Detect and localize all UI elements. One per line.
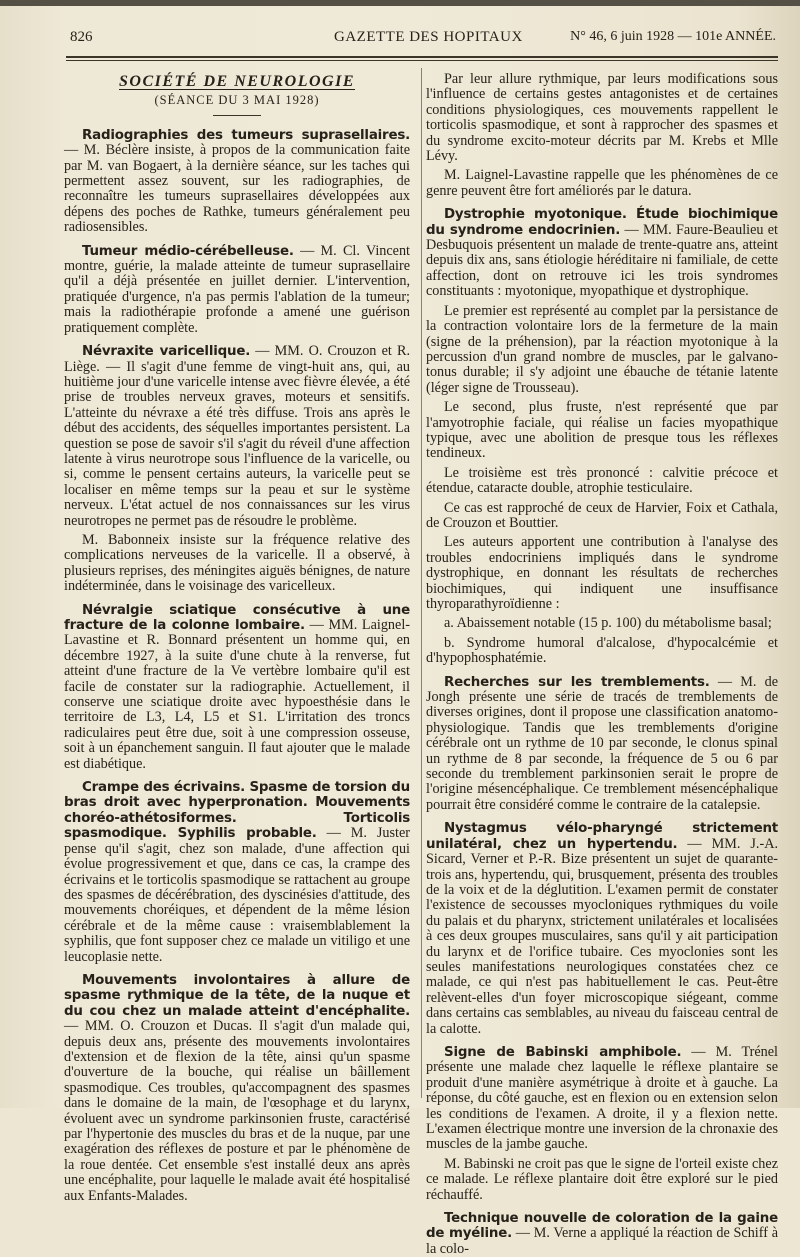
paragraph-text: a. Abaissement notable (15 p. 100) du métabolisme basal; [444, 615, 772, 632]
paragraph [426, 400, 778, 462]
paragraph [64, 344, 410, 529]
section-rule [213, 115, 261, 116]
paragraph [426, 636, 778, 667]
paragraph [426, 72, 778, 164]
paragraph-heading: Tumeur médio-cérébelleuse. [82, 243, 294, 259]
paragraph-heading: Nystagmus vélo-pharyngé strictement unilatéral, chez un hypertendu. [426, 821, 778, 852]
paragraph [64, 603, 410, 772]
paragraph-text: — M. Trénel présente une malade chez laquelle le réflexe plantaire se produit d'une manière asymétrique à droite et à gauche. La réponse, du côté gauche, est en flexion ou en extension selon les conditions de l'examen. A droite, il y a flexion nette. L'examen électrique montre une inversion de la chronaxie des muscles de la jambe gauche. [426, 1043, 778, 1153]
paragraph-text: Le second, plus fruste, n'est représenté que par l'amyotrophie faciale, qui réalise un facies myopathique typique, avec une abolition de presque tous les réflexes tendineux. [426, 399, 778, 462]
paragraph-text: — MM. O. Crouzon et R. Liège. — Il s'agit d'une femme de vingt-huit ans, qui, au huitième jour d'une varicelle intense avec fièvre élevée, a été prise de troubles nerveux graves, moteurs et sensitifs. L'atteinte du névraxe a été très diffuse. Trois ans après le début des accidents, des séquelles importantes persistent. La question se pose de savoir s'il s'agit du réveil d'une affection latente à virus neurotrope sous l'influence de la varicelle, ou si, comme le pensent certains auteurs, la varicelle peut se localiser en même temps sur la peau et sur le système nerveux. L'état actuel de nos connaissances sur les virus neurotropes ne permet pas de résoudre le problème. [64, 343, 410, 529]
paragraph-heading: Mouvements involontaires à allure de spasme rythmique de la tête, de la nuque et du cou chez un malade atteint d'encéphalite. [64, 972, 410, 1019]
paragraph-text: — MM. J.-A. Sicard, Verner et P.-R. Bize présentent un sujet de quarante-trois ans, hypertendu, qui, brusquement, présenta des troubles de la voix et de la déglutition. L'examen permit de constater l'existence de secousses myocloniques rythmiques du voile du palais et du pharynx, strictement unilatérales et localisées à ces deux groupes musculaires, sans qu'il y ait participation du larynx et de l'orifice tubaire. Ces myoclonies sont les seules manifestations neurologiques constatées chez ce malade, ce qui n'est pas habituellement le cas. Peut-être relèvent-elles d'un foyer microscopique siégeant, comme dans certains cas semblables, au niveau du faisceau central de la calotte. [426, 835, 778, 1037]
paragraph [426, 821, 778, 1037]
paragraph-heading: Radiographies des tumeurs suprasellaires. [82, 127, 410, 143]
paragraph-heading: Technique nouvelle de coloration de la gaine de myéline. [426, 1211, 778, 1242]
section-title: SOCIÉTÉ DE NEUROLOGIE [119, 73, 355, 90]
paragraph-text: — M. Verne a appliqué la réaction de Schiff à la colo- [426, 1225, 778, 1257]
paragraph [426, 501, 778, 532]
paragraph [426, 304, 778, 396]
paragraph [64, 244, 410, 336]
paragraph-heading: Crampe des écrivains. Spasme de torsion du bras droit avec hyperpronation. Mouvements choréo-athétosiformes. Torticolis spasmodique. Syphilis probable. [64, 780, 411, 842]
paragraph-text: Le troisième est très prononcé : calvitie précoce et étendue, cataracte double, atrophie testiculaire. [426, 464, 778, 497]
paragraph-text: Les auteurs apportent une contribution à l'analyse des troubles endocriniens impliqués dans le syndrome dystrophique, en donnant les résultats de recherches biochimiques, qui indiquent une insuffisance thyroparathyroïdienne : [426, 534, 778, 612]
paragraph-heading: Névraxite varicellique. [82, 344, 251, 360]
paragraph-heading: Recherches sur les tremblements. [444, 674, 710, 690]
paragraph [426, 675, 778, 814]
paragraph-text: b. Syndrome humoral d'alcalose, d'hypocalcémie et d'hypophosphatémie. [426, 634, 778, 667]
paragraph-text: Ce cas est rapproché de ceux de Harvier, Foix et Cathala, de Crouzon et Bouttier. [426, 499, 778, 531]
paragraph-heading: Dystrophie myotonique. Étude biochimique du syndrome endocrinien. [426, 207, 778, 238]
paragraph [64, 128, 410, 236]
paragraph-text: Par leur allure rythmique, par leurs modifications sous l'influence de certains gestes antagonistes et de certaines conditions physiologiques, ces mouvements rappellent le torticolis spasmodique, et sont à rapprocher des spasmes et du syndrome excito-moteur décrits par M. Krebs et Mlle Lévy. [426, 71, 778, 165]
paragraph-text: M. Babonneix insiste sur la fréquence relative des complications nerveuses de la varicelle. Il a observé, à plusieurs reprises, des méningites aiguës bénignes, de nature indéterminée, dans le voisinage des varicelleux. [64, 531, 410, 595]
paragraph-text: — M. Cl. Vincent montre, guérie, la malade atteinte de tumeur suprasellaire qu'il a déjà présentée en juillet dernier. L'intervention, pratiquée d'urgence, n'a pas permis l'ablation de la tumeur; mais la radiothérapie profonde a amené une guérison pratiquement complète. [64, 242, 410, 336]
paragraph [426, 1211, 778, 1257]
paragraph-heading: Signe de Babinski amphibole. [444, 1044, 682, 1060]
journal-title: GAZETTE DES HOPITAUX [334, 29, 523, 45]
paragraph [64, 780, 410, 965]
paragraph [64, 973, 410, 1204]
column-divider [421, 68, 422, 1098]
paragraph-text: — MM. O. Crouzon et Ducas. Il s'agit d'un malade qui, depuis deux ans, présente des mouvements involontaires d'extension et de flexion de la tête, ainsi qu'un spasme d'ouverture de la bouche, qui réalise un bâillement spasmodique. Ces troubles, qu'accompagnent des spasmes dans le domaine de la main, de l'œsophage et du larynx, évoluent avec un syndrome parkinsonien fruste, caractérisé par l'hypertonie des muscles du bras et de la nuque, par une exagération des réflexes de posture et par le phénomène de la roue dentée. Cet ensemble s'est installé deux ans après une encéphalite, pour laquelle le malade avait été hospitalisé aux Enfants-Malades. [64, 1018, 410, 1204]
paragraph-text: Le premier est représenté au complet par la persistance de la contraction volontaire lors de la fermeture de la main (signe de la préhension), par la réaction myotonique à la percussion d'un grand nombre de muscles, par le galvano-tonus durable; il s'y adjoint une ébauche de tétanie latente (léger signe de Trousseau). [426, 302, 778, 396]
paragraph-heading: Névralgie sciatique consécutive à une fracture de la colonne lombaire. [64, 602, 410, 633]
left-column [64, 72, 411, 1204]
paragraph [426, 168, 778, 199]
header-rule-thin [66, 60, 778, 61]
right-column [426, 71, 778, 1257]
section-subtitle: (SÉANCE DU 3 MAI 1928) [154, 93, 320, 108]
paragraph [426, 535, 778, 612]
header-rule [66, 56, 778, 58]
paragraph [426, 1045, 778, 1153]
paragraph-text: M. Laignel-Lavastine rappelle que les phénomènes de ce genre peuvent être fort améliorés par le datura. [426, 167, 778, 199]
paragraph [426, 466, 778, 497]
paragraph-text: — M. de Jongh présente une série de tracés de tremblements de diverses origines, dont il propose une classification anatomo-physiologique. Tandis que les tremblements d'origine cérébrale ont un rythme de 10 par seconde, le clonus spinal un rythme de 8 par seconde, la fréquence de 5 ou 6 par seconde du tremblement parkinsonien serait le propre de l'origine mésencéphalique. Ce tremblement mésencéphalique pourrait être considéré comme le contraire de la catalepsie. [426, 673, 778, 813]
top-border [0, 0, 800, 6]
paragraph [426, 207, 778, 299]
issue-info: N° 46, 6 juin 1928 — 101e ANNÉE. [570, 29, 776, 44]
page-number: 826 [70, 29, 93, 45]
paragraph-text: — MM. Faure-Beaulieu et Desbuquois présentent un malade de trente-quatre ans, atteint depuis dix ans, sans étiologie héréditaire ni familiale, de cette affection, dont on retrouve ici les trois syndromes constituants : myotonique, myopathique et dystrophique. [426, 221, 778, 300]
paragraph [64, 533, 410, 595]
paragraph [426, 1157, 778, 1203]
paragraph-text: — M. Béclère insiste, à propos de la communication faite par M. van Bogaert, à la dernière séance, sur les taches qui permettent assez souvent, sur les radiographies, de reconnaître les tumeurs suprasellaires développées aux dépens des poches de Rathke, tumeurs généralement peu radiosensibles. [64, 142, 410, 236]
paragraph-text: — MM. Laignel-Lavastine et R. Bonnard présentent un homme qui, en décembre 1927, à la suite d'une chute à la renverse, fut atteint d'une fracture de la Ve vertèbre lombaire qu'il est facile de constater sur la radiographie. Actuellement, il conserve une sciatique droite avec hypoesthésie dans le territoire de L3, L4, L5 et S1. L'irritation des troncs radiculaires peut être due, soit à une compression osseuse, soit à un épanchement sanguin. Il faut ajouter que le malade est diabétique. [64, 617, 410, 772]
page-header [70, 26, 776, 50]
paragraph-text: M. Babinski ne croit pas que le signe de l'orteil existe chez ce malade. Le réflexe plantaire doit être exploré sur le pied réchauffé. [426, 1155, 778, 1203]
paragraph-text: — M. Juster pense qu'il s'agit, chez son malade, d'une affection qui évolue progressivement et que, dans ce cas, la crampe des écrivains et le torticolis spasmodique se rattachent au groupe des spasmes de décérébration, des dyscinésies d'attitude, des mouvements choréiques, et dépendent de la même lésion cérébrale et de la même cause : vraisemblablement la syphilis, que font supposer chez ce malade un vitiligo et une leucoplasie nette. [64, 825, 411, 965]
paragraph [426, 616, 778, 631]
